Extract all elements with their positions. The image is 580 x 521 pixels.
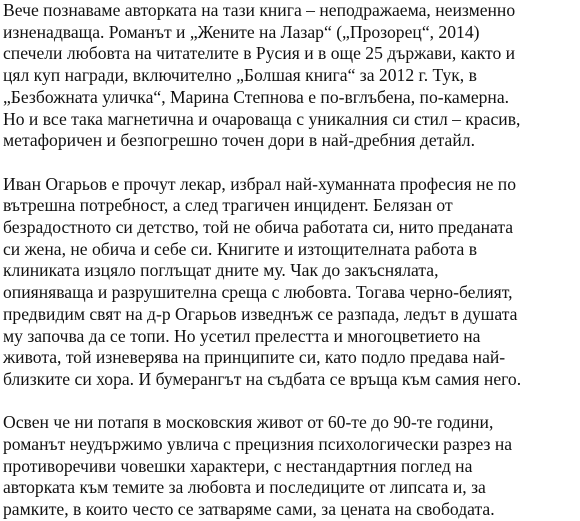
text-line: спечели любовта на читателите в Русия и в още 25 държави, както и — [3, 43, 516, 64]
text-line: цял куп награди, включително „Болшая книга“ за 2012 г. Тук, в — [3, 65, 477, 86]
text-line: авторката към темите за любовта и последиците от липсата и, за — [3, 477, 486, 498]
paragraph-intro — [3, 0, 577, 152]
document-body — [3, 0, 577, 521]
text-line: „Безбожната уличка“, Марина Степнова е по-вглъбена, по-камерна. — [3, 86, 510, 107]
text-line: Вече познаваме авторката на тази книга – неподражаема, неизменно — [3, 0, 516, 20]
text-line: опияняваща и разрушителна среща с любовта. Тогава черно-белият, — [3, 282, 513, 303]
text-line: клиниката изцяло поглъщат дните му. Чак до закъснялата, — [3, 260, 439, 281]
text-line: предвидим свят на д-р Огарьов изведнъж се разпада, ледът в душата — [3, 303, 518, 324]
text-line: романът неудържимо увлича с прецизния психологически разрез на — [3, 434, 513, 455]
text-line: Но и все така магнетична и очароваща с уникалния си стил – красив, — [3, 108, 521, 129]
text-line: Освен че ни потапя в московския живот от 60-те до 90-те години, — [3, 412, 494, 433]
paragraph-conclusion — [3, 412, 577, 521]
text-line: противоречиви човешки характери, с нестандартния поглед на — [3, 455, 473, 476]
text-line: близките си хора. И бумерангът на съдбата се връща към самия него. — [3, 368, 522, 389]
text-line: рамките, в които често се затваряме сами, за цената на свободата. — [3, 499, 495, 520]
text-line: си жена, не обича и себе си. Книгите и изтощителната работа в — [3, 238, 478, 259]
text-line: живота, той изневерява на принципите си, като подло предава най- — [3, 347, 506, 368]
text-line: безрадостното си детство, той не обича работата си, нито преданата — [3, 217, 514, 238]
text-line: Иван Огарьов е прочут лекар, избрал най-хуманната професия не по — [3, 173, 516, 194]
text-line: му започва да се топи. Но усетил прелестта и многоцветието на — [3, 325, 481, 346]
text-line: вътрешна потребност, а след трагичен инцидент. Белязан от — [3, 195, 453, 216]
text-line: метафоричен и безпогрешно точен дори в най-дребния детайл. — [3, 130, 475, 151]
paragraph-plot — [3, 174, 577, 391]
text-line: изненадваща. Романът и „Жените на Лазар“ („Прозорец“, 2014) — [3, 21, 480, 42]
